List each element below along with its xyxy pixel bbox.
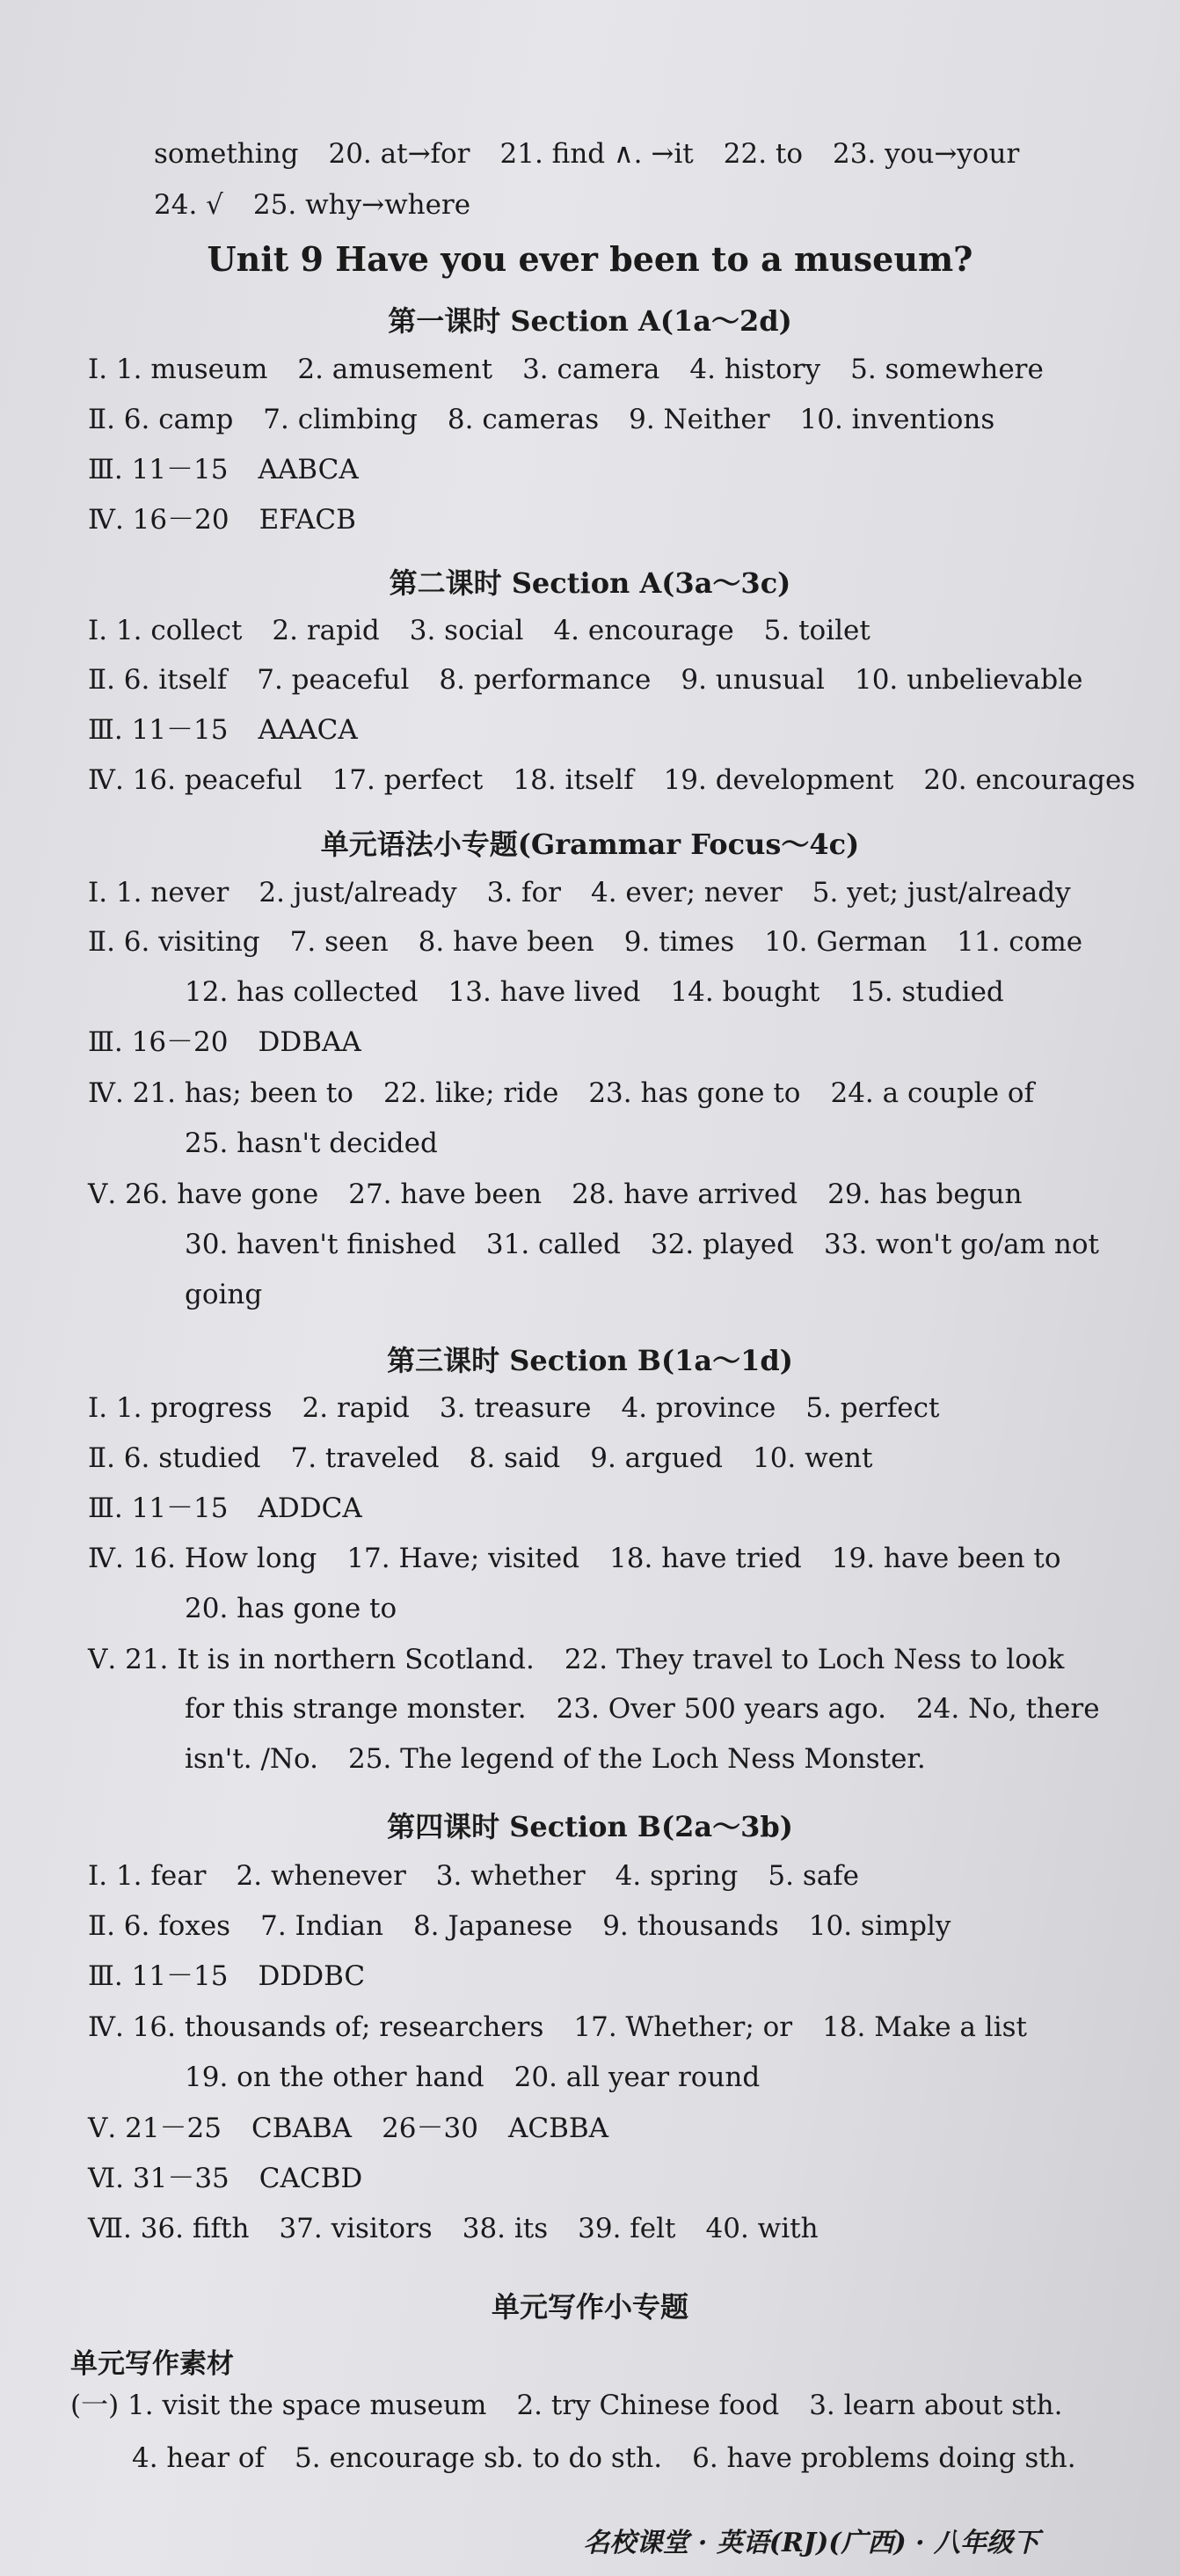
- answer-row: [88, 2115, 1145, 2142]
- answer-item: 14. bought: [670, 976, 820, 1008]
- answer-item: 8. Japanese: [412, 1910, 573, 1942]
- answer-row: [88, 1077, 1145, 1109]
- answer-item: 9. times: [623, 926, 735, 958]
- answer-item: 8. have been: [418, 926, 594, 958]
- answer-row: [88, 1492, 1145, 1524]
- answer-item: ACBBA: [507, 2113, 609, 2144]
- section-heading: 第二课时 Section A(3a～3c): [389, 566, 791, 600]
- answer-item: 20. encourages: [923, 764, 1136, 796]
- answer-item: 2. just/already: [259, 877, 457, 909]
- answer-item: DDBAA: [258, 1026, 361, 1058]
- answer-item: 31. called: [485, 1229, 621, 1260]
- answer-item: Ⅳ. 16. peaceful: [88, 764, 302, 796]
- answer-item: 3. for: [486, 877, 561, 909]
- answer-item: (一) 1. visit the space museum: [70, 2390, 487, 2421]
- answer-item: 2. try Chinese food: [516, 2390, 780, 2421]
- answer-item: 25. hasn't decided: [185, 1127, 438, 1159]
- answer-row: [185, 976, 1145, 1008]
- answer-item: 2. amusement: [297, 354, 493, 385]
- answer-row: [88, 1181, 1145, 1208]
- answer-item: Ⅴ. 21. It is in northern Scotland.: [88, 1644, 535, 1675]
- answer-item: Ⅱ. 6. visiting: [88, 926, 260, 958]
- answer-item: something: [154, 138, 299, 170]
- answer-item: 3. whether: [435, 1860, 586, 1892]
- answer-row: [88, 714, 1145, 746]
- answer-item: 22. to: [723, 138, 804, 170]
- answer-item: 12. has collected: [185, 976, 419, 1008]
- answer-item: 23. has gone to: [588, 1077, 801, 1109]
- answer-item: Ⅱ. 6. foxes: [88, 1910, 231, 1942]
- answer-row: [88, 2165, 1145, 2193]
- answer-item: CBABA: [251, 2113, 353, 2144]
- answer-item: 3. treasure: [439, 1392, 592, 1424]
- answer-item: 10. German: [764, 926, 928, 958]
- answer-item: 9. Neither: [629, 404, 770, 435]
- section-heading: 第四课时 Section B(2a～3b): [387, 1810, 793, 1843]
- answer-item: Ⅴ. 26. have gone: [88, 1179, 319, 1210]
- answer-item: Ⅰ. 1. museum: [88, 354, 268, 385]
- answer-item: 15. studied: [849, 976, 1004, 1008]
- answer-item: 38. its: [462, 2213, 549, 2244]
- answer-item: 9. thousands: [602, 1910, 779, 1942]
- answer-item: 5. toilet: [763, 615, 870, 646]
- answer-row: [88, 356, 1145, 383]
- answer-item: 23. you→your: [833, 138, 1020, 170]
- answer-item: 8. said: [469, 1442, 561, 1474]
- answer-row: [88, 926, 1145, 958]
- writing-row: [132, 2442, 1145, 2474]
- answer-item: 13. have lived: [448, 976, 641, 1008]
- answer-item: 4. province: [621, 1392, 776, 1424]
- answer-item: for this strange monster.: [185, 1693, 527, 1725]
- answer-item: 4. ever; never: [591, 877, 783, 909]
- answer-item: 25. why→where: [252, 189, 471, 221]
- answer-item: 29. has begun: [827, 1179, 1023, 1210]
- answer-item: 7. traveled: [290, 1442, 440, 1474]
- answer-row: [88, 2011, 1145, 2043]
- answer-item: 2. rapid: [302, 1392, 410, 1424]
- answer-item: 22. They travel to Loch Ness to look: [564, 1644, 1065, 1675]
- answer-item: 9. unusual: [681, 664, 825, 696]
- answer-row: [88, 879, 1145, 907]
- answer-item: 22. like; ride: [382, 1077, 559, 1109]
- answer-row: [185, 2064, 1145, 2091]
- answer-row: [88, 1392, 1145, 1424]
- answer-item: Ⅰ. 1. progress: [88, 1392, 273, 1424]
- answer-item: 5. perfect: [805, 1392, 940, 1424]
- answer-item: 2. whenever: [236, 1860, 406, 1892]
- answer-item: 4. encourage: [553, 615, 734, 646]
- answer-row: [154, 189, 1145, 221]
- answer-item: 3. social: [409, 615, 524, 646]
- answer-item: 18. Make a list: [822, 2011, 1028, 2043]
- answer-item: Ⅳ. 21. has; been to: [88, 1077, 353, 1109]
- section-heading: 单元语法小专题(Grammar Focus～4c): [320, 828, 860, 861]
- answer-item: 4. spring: [615, 1860, 739, 1892]
- answer-row: [88, 504, 1145, 536]
- answer-item: AABCA: [258, 454, 359, 485]
- answer-row: [88, 456, 1145, 484]
- answer-item: Ⅱ. 6. studied: [88, 1442, 261, 1474]
- answer-item: 19. on the other hand: [185, 2062, 484, 2093]
- answer-row: [88, 1545, 1145, 1573]
- answer-item: 26－30: [382, 2113, 478, 2144]
- answer-item: ADDCA: [258, 1492, 362, 1524]
- answer-row: [185, 1231, 1145, 1259]
- page-footer: 名校课堂 · 英语(RJ)(广西) · 八年级下: [583, 2528, 1039, 2558]
- answer-item: Ⅲ. 11－15: [88, 1960, 229, 1992]
- answer-item: 20. all year round: [514, 2062, 761, 2093]
- answer-item: 10. went: [752, 1442, 873, 1474]
- answer-item: 19. have been to: [831, 1543, 1061, 1574]
- answer-item: 19. development: [663, 764, 894, 796]
- unit-title: Unit 9 Have you ever been to a museum?: [207, 239, 973, 279]
- answer-item: 18. have tried: [609, 1543, 802, 1574]
- answer-item: 24. √: [154, 189, 223, 221]
- answer-item: 5. yet; just/already: [812, 877, 1071, 909]
- answer-item: 27. have been: [348, 1179, 543, 1210]
- answer-item: 5. encourage sb. to do sth.: [295, 2442, 663, 2474]
- answer-item: Ⅲ. 11－15: [88, 1492, 229, 1524]
- answer-item: 33. won't go/am not: [824, 1229, 1099, 1260]
- answer-item: Ⅱ. 6. itself: [88, 664, 228, 696]
- answer-item: 10. inventions: [799, 404, 995, 435]
- answer-item: Ⅱ. 6. camp: [88, 404, 234, 435]
- answer-item: Ⅶ. 36. fifth: [88, 2213, 250, 2244]
- answer-item: 7. Indian: [260, 1910, 383, 1942]
- answer-item: 5. safe: [768, 1860, 860, 1892]
- answer-item: 3. camera: [522, 354, 660, 385]
- answer-row: [88, 1960, 1145, 1992]
- answer-item: EFACB: [259, 504, 356, 536]
- answer-row: [88, 1646, 1145, 1674]
- answer-item: Ⅳ. 16－20: [88, 504, 229, 536]
- answer-item: 37. visitors: [279, 2213, 433, 2244]
- answer-item: isn't. /No.: [185, 1743, 319, 1775]
- answer-row: [88, 2215, 1145, 2243]
- answer-item: 4. history: [689, 354, 821, 385]
- answer-row: [185, 1693, 1145, 1725]
- answer-item: 25. The legend of the Loch Ness Monster.: [348, 1743, 926, 1775]
- answer-item: Ⅰ. 1. fear: [88, 1860, 207, 1892]
- answer-item: 9. argued: [590, 1442, 723, 1474]
- answer-item: 2. rapid: [272, 615, 380, 646]
- answer-row: [88, 1442, 1145, 1474]
- answer-item: Ⅲ. 11－15: [88, 454, 229, 485]
- answer-row: [88, 406, 1145, 434]
- answer-item: 17. Have; visited: [346, 1543, 580, 1574]
- answer-item: 20. at→for: [328, 138, 470, 170]
- answer-row: [185, 1127, 1145, 1159]
- answer-row: [88, 1910, 1145, 1942]
- answer-row: [185, 1743, 1145, 1775]
- answer-row: [154, 138, 1145, 170]
- answer-item: going: [185, 1279, 263, 1310]
- answer-item: 10. unbelievable: [854, 664, 1083, 696]
- answer-item: 6. have problems doing sth.: [692, 2442, 1076, 2474]
- answer-item: 30. haven't finished: [185, 1229, 456, 1260]
- answer-item: 23. Over 500 years ago.: [556, 1693, 886, 1725]
- answer-item: 8. performance: [439, 664, 652, 696]
- answer-item: Ⅳ. 16. thousands of; researchers: [88, 2011, 544, 2043]
- answer-item: 7. seen: [289, 926, 389, 958]
- answer-item: 11. come: [957, 926, 1083, 958]
- answer-item: 24. No, there: [915, 1693, 1100, 1725]
- answer-item: 24. a couple of: [830, 1077, 1035, 1109]
- answer-item: 39. felt: [578, 2213, 676, 2244]
- answer-item: Ⅰ. 1. never: [88, 877, 229, 909]
- answer-item: 40. with: [705, 2213, 819, 2244]
- answer-item: 18. itself: [513, 764, 634, 796]
- answer-item: Ⅴ. 21－25: [88, 2113, 222, 2144]
- answer-item: Ⅳ. 16. How long: [88, 1543, 317, 1574]
- answer-item: 7. peaceful: [257, 664, 410, 696]
- answer-row: [88, 617, 1145, 645]
- answer-item: 17. Whether; or: [573, 2011, 793, 2043]
- answer-row: [88, 664, 1145, 696]
- answer-item: 32. played: [650, 1229, 795, 1260]
- writing-row: [70, 2392, 1145, 2419]
- answer-row: [185, 1281, 1145, 1309]
- answer-row: [88, 1860, 1145, 1892]
- answer-item: 4. hear of: [132, 2442, 266, 2474]
- answer-item: Ⅵ. 31－35: [88, 2163, 229, 2194]
- writing-label: 单元写作素材: [70, 2348, 234, 2380]
- answer-item: DDDBC: [258, 1960, 366, 1992]
- answer-row: [88, 764, 1145, 796]
- answer-item: 28. have arrived: [572, 1179, 798, 1210]
- answer-item: 17. perfect: [331, 764, 484, 796]
- section-heading: 第一课时 Section A(1a～2d): [388, 304, 792, 338]
- answer-item: AAACA: [258, 714, 358, 746]
- answer-item: Ⅲ. 11－15: [88, 714, 229, 746]
- answer-row: [88, 1026, 1145, 1058]
- section-heading: 单元写作小专题: [491, 2290, 688, 2324]
- answer-item: 5. somewhere: [850, 354, 1044, 385]
- answer-item: CACBD: [259, 2163, 363, 2194]
- answer-item: Ⅰ. 1. collect: [88, 615, 243, 646]
- answer-item: 20. has gone to: [185, 1593, 397, 1624]
- answer-row: [185, 1595, 1145, 1623]
- answer-item: Ⅲ. 16－20: [88, 1026, 229, 1058]
- answer-item: 10. simply: [808, 1910, 951, 1942]
- section-heading: 第三课时 Section B(1a～1d): [387, 1344, 793, 1377]
- answer-item: 21. find ∧. →it: [499, 138, 694, 170]
- answer-item: 8. cameras: [447, 404, 600, 435]
- answer-item: 3. learn about sth.: [809, 2390, 1063, 2421]
- answer-item: 7. climbing: [263, 404, 418, 435]
